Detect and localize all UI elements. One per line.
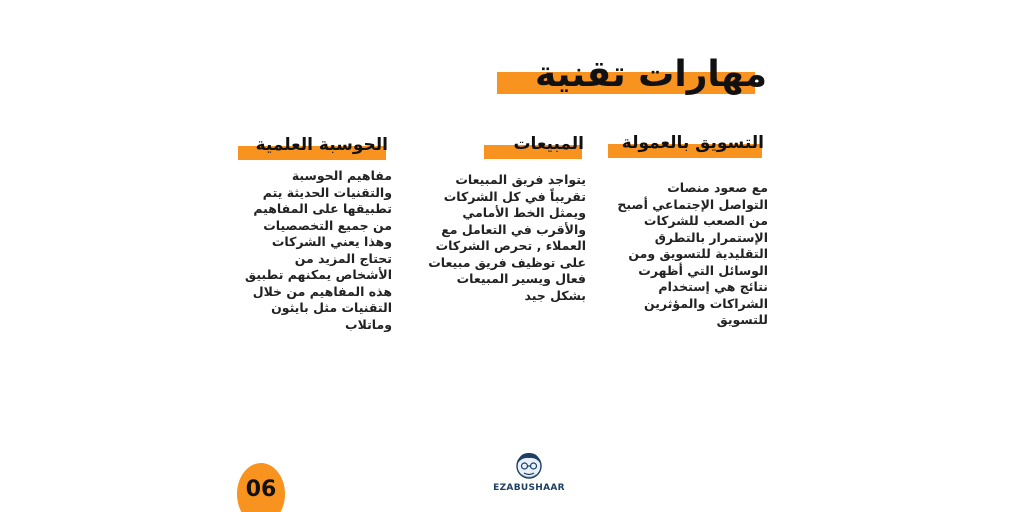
body-line: التقنيات مثل بايثون (271, 300, 392, 315)
column-body-sales (428, 172, 586, 304)
column-heading-sales (484, 133, 584, 159)
column-heading-text: التسويق بالعمولة (621, 133, 764, 153)
body-line: تحتاج المزيد من (294, 250, 392, 266)
body-line: بشكل جيد (524, 287, 586, 303)
body-line: العملاء , تحرص الشركات (435, 238, 586, 253)
page-number-badge (237, 463, 285, 512)
body-line: وهذا يعني الشركات (271, 234, 392, 249)
body-line: هذه المفاهيم من خلال (252, 283, 392, 299)
column-heading-affiliate-marketing (608, 132, 764, 158)
body-line: التواصل الإجتماعي أصبح (617, 196, 768, 212)
body-line: تطبيقها على المفاهيم (253, 201, 392, 216)
body-line: ويمثل الخط الأمامي (462, 205, 586, 220)
column-body-scientific-computing (228, 168, 392, 333)
body-line: للتسويق (716, 312, 768, 327)
body-line: نتائج هي إستخدام (658, 279, 768, 294)
body-line: على توظيف فريق مبيعات (428, 254, 586, 270)
body-line: من جميع التخصصيات (263, 217, 392, 233)
body-line: الوسائل التي أظهرت (638, 262, 768, 278)
column-body-affiliate-marketing (612, 180, 768, 329)
body-line: تقريباً في كل الشركات (443, 188, 586, 204)
body-line: التقليدية للتسويق ومن (628, 246, 768, 261)
body-line: والأقرب في التعامل مع (441, 221, 586, 237)
cartoon-face-logo-icon (512, 448, 546, 482)
body-line: يتواجد فريق المبيعات (455, 172, 586, 187)
page-title (497, 56, 767, 94)
body-line: مفاهيم الحوسبة (291, 168, 392, 183)
column-heading-text: الحوسبة العلمية (255, 135, 388, 155)
brand-logo (492, 448, 566, 493)
column-heading-text: المبيعات (513, 134, 584, 154)
page-number: 06 (245, 477, 277, 502)
body-line: الأشخاص يمكنهم تطبيق (245, 267, 392, 282)
body-line: فعال ويسير المبيعات (456, 271, 586, 286)
column-heading-scientific-computing (238, 134, 388, 160)
body-line: والتقنيات الحديثة يتم (262, 184, 392, 200)
page-title-text: مهارات تقنية (535, 54, 767, 95)
body-line: وماتلاب (345, 316, 392, 332)
body-line: من الصعب للشركات (643, 213, 768, 228)
body-line: الشراكات والمؤثرين (643, 295, 768, 311)
body-line: الإستمرار بالتطرق (654, 229, 768, 245)
brand-name: EZABUSHAAR (493, 483, 565, 493)
body-line: مع صعود منصات (667, 180, 768, 195)
